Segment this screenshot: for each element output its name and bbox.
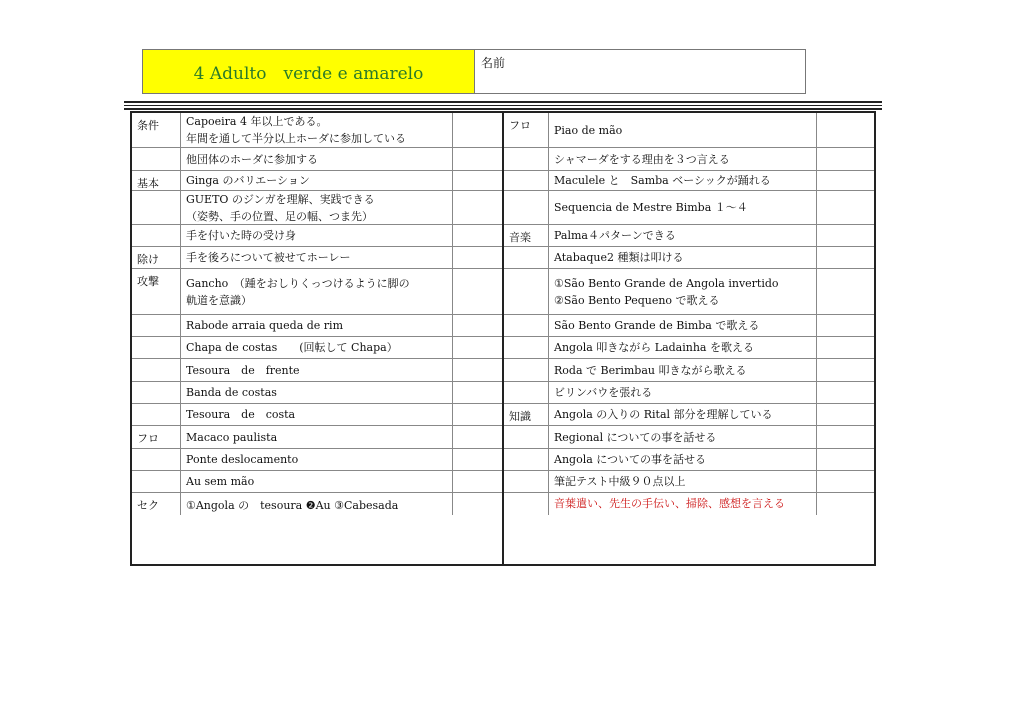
requirement-cell	[181, 471, 453, 493]
category-label: 攻撃	[137, 275, 159, 288]
check-cell[interactable]	[453, 382, 502, 404]
category-cell	[504, 337, 549, 359]
requirement-text: Angola の入りの Rital 部分を理解している	[554, 408, 773, 421]
requirement-cell	[549, 113, 817, 148]
check-cell[interactable]	[817, 269, 874, 315]
name-field[interactable]	[475, 50, 805, 93]
requirement-text: Maculele と Samba ベーシックが踊れる	[554, 174, 771, 187]
category-cell	[132, 315, 181, 337]
requirement-cell	[181, 404, 453, 426]
category-label: セク	[137, 499, 159, 512]
check-cell[interactable]	[817, 247, 874, 269]
category-cell	[504, 225, 549, 247]
category-cell	[504, 382, 549, 404]
requirement-text: Piao de mão	[554, 123, 623, 137]
requirement-cell	[549, 171, 817, 191]
requirement-text: 手を付いた時の受け身	[186, 229, 296, 242]
category-cell	[132, 426, 181, 449]
requirement-text: Roda で Berimbau 叩きながら歌える	[554, 363, 747, 377]
requirement-cell	[181, 337, 453, 359]
category-cell	[504, 171, 549, 191]
category-label: 除け	[137, 253, 159, 266]
sequence-text: ①Angola の tesoura ❷Au ③Cabesada	[186, 499, 399, 512]
check-cell[interactable]	[453, 148, 502, 171]
requirement-cell	[181, 382, 453, 404]
category-cell	[504, 449, 549, 471]
requirement-cell	[549, 247, 817, 269]
requirement-text: Au sem mão	[186, 475, 255, 488]
check-cell[interactable]	[453, 449, 502, 471]
requirement-cell	[181, 113, 453, 148]
requirement-text: 他団体のホーダに参加する	[186, 152, 318, 166]
category-cell	[132, 113, 181, 148]
conduct-note-cell	[549, 493, 817, 515]
requirement-cell	[549, 337, 817, 359]
category-cell	[504, 113, 549, 148]
requirement-cell	[181, 247, 453, 269]
category-cell	[504, 247, 549, 269]
check-cell[interactable]	[817, 148, 874, 171]
category-label: 基本	[137, 177, 159, 190]
level-title: 4 Adulto verde e amarelo	[143, 50, 475, 93]
category-cell	[132, 269, 181, 315]
category-cell	[132, 493, 181, 515]
category-cell	[132, 148, 181, 171]
check-cell[interactable]	[817, 359, 874, 382]
category-cell	[132, 337, 181, 359]
category-cell	[504, 426, 549, 449]
requirement-cell	[181, 171, 453, 191]
check-cell[interactable]	[453, 493, 502, 515]
category-label: 音楽	[509, 231, 531, 244]
category-cell	[504, 315, 549, 337]
requirement-cell	[181, 449, 453, 471]
requirement-text: Tesoura de costa	[186, 408, 296, 421]
requirement-text: São Bento Grande de Bimba で歌える	[554, 319, 760, 332]
requirement-text: 軌道を意識）	[186, 293, 252, 307]
check-cell[interactable]	[453, 191, 502, 225]
requirement-cell	[181, 426, 453, 449]
requirement-text: Ponte deslocamento	[186, 453, 299, 466]
category-label: フロ	[509, 119, 531, 132]
requirement-text: Palma４パターンできる	[554, 229, 676, 242]
requirement-cell	[549, 191, 817, 225]
category-cell	[504, 493, 549, 515]
check-cell[interactable]	[453, 269, 502, 315]
requirement-text: Gancho （踵をおしりくっつけるように脚の	[186, 276, 410, 290]
requirement-cell	[549, 315, 817, 337]
check-cell[interactable]	[453, 225, 502, 247]
requirement-cell	[181, 225, 453, 247]
requirement-text: 手を後ろについて被せてホーレー	[186, 251, 351, 264]
requirement-text: ②São Bento Pequeno で歌える	[554, 293, 720, 307]
check-cell[interactable]	[817, 471, 874, 493]
check-cell[interactable]	[817, 493, 874, 515]
requirement-cell	[549, 148, 817, 171]
category-cell	[132, 191, 181, 225]
requirement-cell	[549, 449, 817, 471]
divider-rule-1	[124, 101, 882, 103]
check-cell[interactable]	[453, 426, 502, 449]
requirement-text: Atabaque2 種類は叩ける	[554, 251, 684, 264]
check-cell[interactable]	[817, 315, 874, 337]
requirement-text: Sequencia de Mestre Bimba １～４	[554, 201, 748, 214]
requirement-cell	[549, 382, 817, 404]
category-cell	[504, 191, 549, 225]
check-cell[interactable]	[453, 315, 502, 337]
requirement-text: （姿勢、手の位置、足の幅、つま先）	[186, 209, 373, 223]
requirement-text: Ginga のバリエーション	[186, 174, 310, 187]
category-cell	[504, 148, 549, 171]
divider-rule-2	[124, 105, 882, 106]
check-cell[interactable]	[817, 382, 874, 404]
requirement-cell	[181, 148, 453, 171]
check-cell[interactable]	[453, 113, 502, 148]
requirement-cell	[549, 426, 817, 449]
requirement-cell	[549, 359, 817, 382]
check-cell[interactable]	[453, 359, 502, 382]
category-cell	[504, 359, 549, 382]
category-cell	[132, 449, 181, 471]
requirement-text: Macaco paulista	[186, 430, 278, 444]
requirement-text: Banda de costas	[186, 386, 277, 399]
requirement-text: Regional についての事を話せる	[554, 430, 717, 444]
category-cell	[132, 471, 181, 493]
left-column-table	[132, 113, 504, 564]
check-cell[interactable]	[817, 404, 874, 426]
requirement-cell	[181, 359, 453, 382]
check-cell[interactable]	[817, 225, 874, 247]
requirement-text: シャマーダをする理由を３つ言える	[554, 152, 730, 166]
check-cell[interactable]	[453, 404, 502, 426]
requirement-text: Capoeira 4 年以上である。	[186, 115, 328, 128]
category-cell	[504, 404, 549, 426]
requirement-cell	[181, 315, 453, 337]
check-cell[interactable]	[817, 113, 874, 148]
right-column-table	[504, 113, 874, 564]
check-cell[interactable]	[453, 337, 502, 359]
check-cell[interactable]	[453, 171, 502, 191]
category-cell	[132, 247, 181, 269]
category-cell	[132, 382, 181, 404]
header-box	[142, 49, 806, 94]
requirement-cell	[549, 269, 817, 315]
category-cell	[132, 359, 181, 382]
requirement-text: Chapa de costas (回転して Chapa）	[186, 341, 398, 354]
category-cell	[504, 269, 549, 315]
requirement-cell	[549, 225, 817, 247]
category-cell	[132, 225, 181, 247]
category-label: 知識	[509, 410, 531, 423]
requirement-text: 年間を通して半分以上ホーダに参加している	[186, 132, 406, 145]
category-label: フロ	[137, 432, 159, 445]
check-cell[interactable]	[817, 426, 874, 449]
requirement-text: GUETO のジンガを理解、実践できる	[186, 192, 375, 206]
divider-rule-3	[124, 108, 882, 110]
requirement-text: Tesoura de frente	[186, 363, 300, 377]
category-label: 条件	[137, 119, 159, 132]
category-cell	[504, 471, 549, 493]
category-cell	[132, 171, 181, 191]
requirement-text: Rabode arraia queda de rim	[186, 319, 343, 332]
requirement-cell	[181, 191, 453, 225]
requirement-text: 筆記テスト中級９０点以上	[554, 475, 686, 488]
requirements-table	[130, 111, 876, 566]
check-cell[interactable]	[817, 171, 874, 191]
check-cell[interactable]	[453, 471, 502, 493]
name-label: 名前	[481, 56, 506, 70]
category-cell	[132, 404, 181, 426]
requirement-text: Angola 叩きながら Ladainha を歌える	[554, 341, 754, 354]
check-cell[interactable]	[817, 449, 874, 471]
requirement-cell	[549, 404, 817, 426]
sequence-cell	[181, 493, 453, 515]
conduct-note-text: 音葉遣い、先生の手伝い、掃除、感想を言える	[554, 497, 785, 510]
requirement-cell	[181, 269, 453, 315]
check-cell[interactable]	[817, 191, 874, 225]
requirement-text: Angola についての事を話せる	[554, 453, 707, 466]
requirement-text: ビリンバウを張れる	[554, 386, 653, 399]
check-cell[interactable]	[453, 247, 502, 269]
requirement-text: ①São Bento Grande de Angola invertido	[554, 276, 779, 290]
requirement-cell	[549, 471, 817, 493]
check-cell[interactable]	[817, 337, 874, 359]
